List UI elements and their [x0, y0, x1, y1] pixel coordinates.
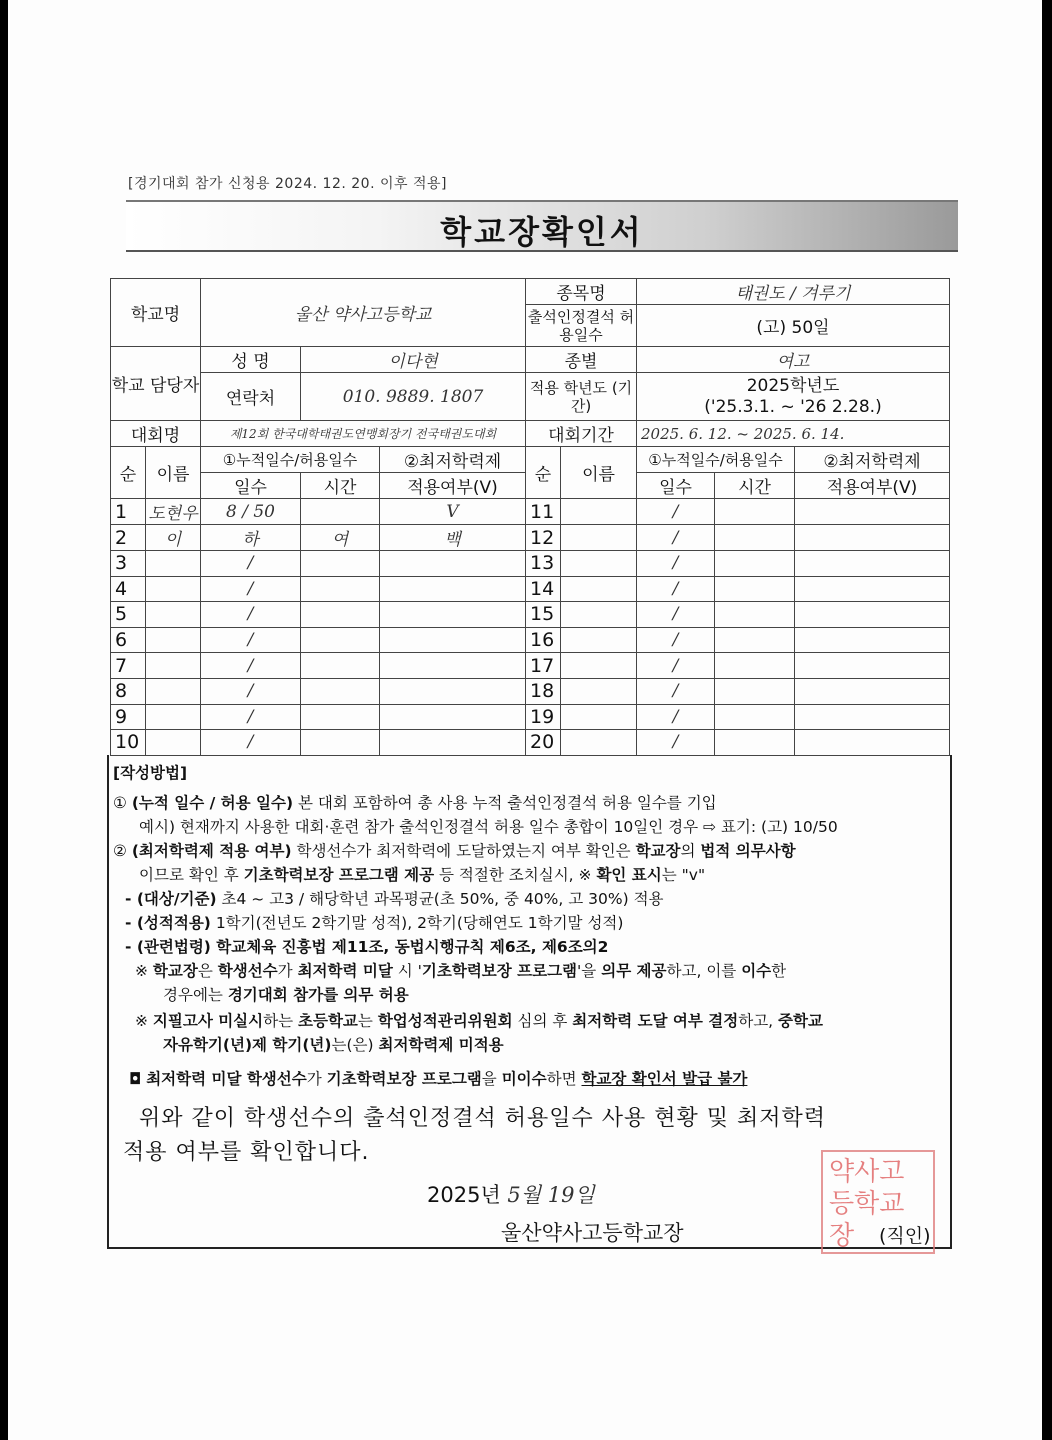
left-row-number: 8 [111, 678, 146, 704]
right-row-min-check [795, 627, 950, 653]
special-note-1-line2 [163, 983, 409, 1005]
right-row-name [561, 525, 637, 551]
right-row-days: / [637, 730, 715, 756]
usage-note: [경기대회 참가 신청용 2024. 12. 20. 이후 적용] [128, 176, 447, 192]
period-label: 대회기간 [526, 421, 637, 447]
right-row-name [561, 653, 637, 679]
document-title: 학교장확인서 [440, 213, 644, 251]
left-row-min-check [380, 730, 526, 756]
left-row-number: 4 [111, 576, 146, 602]
right-row-name [561, 678, 637, 704]
right-row-days: / [637, 499, 715, 525]
instruction-2-text: 학생선수가 최저학력에 도달하였는지 여부 확인은 [291, 842, 636, 860]
confirmation-form-table [110, 278, 950, 756]
athlete-rows [111, 499, 950, 756]
seal-text: 약사고등학교장 [829, 1157, 905, 1251]
left-row-number: 5 [111, 602, 146, 628]
left-row-name: 도현우 [146, 499, 201, 525]
warning-line [129, 1067, 747, 1089]
right-row-time [715, 499, 795, 525]
gender-value: 여고 [637, 347, 950, 373]
left-row-min-check: 백 [380, 525, 526, 551]
left-row-min-check [380, 551, 526, 577]
right-row-days: / [637, 602, 715, 628]
detail-target-text: 초4 ~ 고3 / 해당학년 과목평균(초 50%, 중 40%, 고 30%) 적용 [216, 890, 664, 908]
instructions-heading: [작성방법] [113, 764, 188, 782]
s1-f: 최저학력 미달 [297, 962, 393, 980]
period-value: 2025. 6. 12. ~ 2025. 6. 14. [637, 421, 950, 447]
left-row-time [301, 678, 380, 704]
manager-label: 학교 담당자 [111, 347, 201, 421]
col-time: 시간 [301, 473, 380, 499]
sport-value: 태권도 / 겨루기 [637, 279, 950, 305]
date-month: 5월 [507, 1183, 542, 1207]
s1-m: 한 [771, 962, 787, 980]
i2l2-e: 는 "v" [661, 866, 706, 884]
col-name: 이름 [146, 447, 201, 499]
athlete-row [111, 678, 950, 704]
gender-label: 종별 [526, 347, 637, 373]
s1-k: 하고, 이를 [666, 962, 742, 980]
right-row-name [561, 730, 637, 756]
s1-d: 학생선수 [217, 962, 278, 980]
instruction-2-bold-b: 법적 의무사항 [700, 842, 796, 860]
left-row-name [146, 704, 201, 730]
left-row-time [301, 602, 380, 628]
left-row-days: / [201, 678, 301, 704]
s1-h: 기초학력보장 프로그램 [421, 962, 578, 980]
right-row-number: 16 [526, 627, 561, 653]
s1-b: 학교장 [152, 962, 198, 980]
left-row-name [146, 576, 201, 602]
left-row-min-check [380, 602, 526, 628]
col-min-2: ②최저학력제 [795, 447, 950, 473]
right-row-number: 11 [526, 499, 561, 525]
right-row-days: / [637, 551, 715, 577]
s1l2-a: 경우에는 [163, 986, 228, 1004]
left-row-min-check [380, 653, 526, 679]
left-row-time: 여 [301, 525, 380, 551]
athlete-row [111, 576, 950, 602]
left-row-name [146, 602, 201, 628]
s1-g: 시 ' [392, 962, 422, 980]
right-row-min-check [795, 602, 950, 628]
allowed-days-label: 출석인정결석 허용일수 [526, 305, 637, 347]
s2-h: 최저학력 도달 여부 결정 [572, 1012, 739, 1030]
s1-l: 이수 [741, 962, 772, 980]
title-bar [126, 200, 958, 252]
right-row-min-check [795, 576, 950, 602]
left-row-number: 3 [111, 551, 146, 577]
detail-target [125, 887, 664, 909]
right-row-number: 19 [526, 704, 561, 730]
s2-e: 는 [357, 1012, 378, 1030]
left-row-min-check [380, 576, 526, 602]
left-row-number: 10 [111, 730, 146, 756]
right-row-time [715, 576, 795, 602]
right-row-days: / [637, 653, 715, 679]
right-row-min-check [795, 704, 950, 730]
confirmation-line-2: 적용 여부를 확인합니다. [123, 1140, 370, 1165]
left-row-days: / [201, 653, 301, 679]
right-row-number: 14 [526, 576, 561, 602]
left-row-time [301, 499, 380, 525]
right-row-name [561, 551, 637, 577]
right-row-days: / [637, 576, 715, 602]
s1-i: '을 [577, 962, 602, 980]
sport-label: 종목명 [526, 279, 637, 305]
right-row-number: 12 [526, 525, 561, 551]
left-row-days: / [201, 704, 301, 730]
left-row-name [146, 653, 201, 679]
left-row-time [301, 627, 380, 653]
i2l2-b: 기초학력보장 프로그램 제공 [243, 866, 435, 884]
detail-target-label: - (대상/기준) [125, 890, 217, 908]
seal-label: (직인) [879, 1225, 931, 1247]
right-row-days: / [637, 525, 715, 551]
s1-a: ※ [135, 962, 153, 980]
right-row-min-check [795, 525, 950, 551]
school-value: 울산 약사고등학교 [201, 279, 526, 347]
left-row-time [301, 730, 380, 756]
athlete-row [111, 551, 950, 577]
left-row-min-check: V [380, 499, 526, 525]
col-cumulative-2: ①누적일수/허용일수 [637, 447, 795, 473]
left-row-days: / [201, 602, 301, 628]
warn-a: 최저학력 미달 학생선수 [146, 1070, 307, 1088]
s2-d: 초등학교 [298, 1012, 358, 1030]
detail-law: - (관련법령) 학교체육 진흥법 제11조, 동법시행규칙 제6조, 제6조의2 [125, 938, 609, 956]
s2-g: 심의 후 [512, 1012, 573, 1030]
left-row-min-check [380, 627, 526, 653]
left-row-time [301, 704, 380, 730]
right-row-time [715, 730, 795, 756]
name-label: 성 명 [201, 347, 301, 373]
col-days-2: 일수 [637, 473, 715, 499]
s1l2-b: 경기대회 참가를 의무 허용 [227, 986, 409, 1004]
event-label: 대회명 [111, 421, 201, 447]
left-row-days: / [201, 730, 301, 756]
contact-label: 연락처 [201, 373, 301, 421]
left-row-time [301, 551, 380, 577]
right-row-number: 13 [526, 551, 561, 577]
s2l2-c: 최저학력제 미적용 [378, 1036, 504, 1054]
left-row-days: / [201, 551, 301, 577]
instruction-1-text: 본 대회 포함하여 총 사용 누적 출석인정결석 허용 일수를 기입 [293, 794, 717, 812]
instruction-1 [113, 791, 717, 813]
right-row-name [561, 704, 637, 730]
right-row-number: 18 [526, 678, 561, 704]
special-note-2-line2 [163, 1033, 504, 1055]
instruction-2-title: (최저학력제 적용 여부) [131, 842, 292, 860]
athlete-row [111, 525, 950, 551]
right-row-min-check [795, 653, 950, 679]
right-row-name [561, 499, 637, 525]
warn-e: 미이수 [501, 1070, 547, 1088]
athlete-row [111, 704, 950, 730]
detail-grades-text: 1학기(전년도 2학기말 성적), 2학기(당해연도 1학기말 성적) [210, 914, 624, 932]
right-row-time [715, 627, 795, 653]
s2-f: 학업성적관리위원회 [377, 1012, 513, 1030]
col-min-applied-2: 적용여부(V) [795, 473, 950, 499]
s2-b: 지필고사 미실시 [152, 1012, 264, 1030]
left-row-days: 하 [201, 525, 301, 551]
year-period: ('25.3.1. ~ '26 2.28.) [704, 396, 882, 417]
right-row-number: 15 [526, 602, 561, 628]
right-row-time [715, 653, 795, 679]
left-row-days: / [201, 576, 301, 602]
instruction-1-number: ① [113, 794, 127, 812]
warn-b: 가 [306, 1070, 327, 1088]
warn-d: 을 [481, 1070, 502, 1088]
left-row-number: 2 [111, 525, 146, 551]
event-value: 제12회 한국대학태권도연맹회장기 전국태권도대회 [201, 421, 526, 447]
left-row-number: 7 [111, 653, 146, 679]
i2l2-d: 확인 표시 [596, 866, 662, 884]
i2l2-c: 등 적절한 조치실시, ※ [434, 866, 597, 884]
left-row-name: 이 [146, 525, 201, 551]
athlete-row [111, 653, 950, 679]
s2-i: 하고, [738, 1012, 779, 1030]
col-time-2: 시간 [715, 473, 795, 499]
confirmation-line-1: 위와 같이 학생선수의 출석인정결석 허용일수 사용 현황 및 최저학력 [139, 1106, 827, 1131]
instruction-1-title: (누적 일수 / 허용 일수) [131, 794, 294, 812]
left-row-name [146, 730, 201, 756]
s2-c: 하는 [263, 1012, 299, 1030]
instruction-2-text-b: 의 [680, 842, 701, 860]
s2l2-b: 는(은) [331, 1036, 379, 1054]
warn-g: 학교장 확인서 발급 불가 [581, 1070, 748, 1088]
right-row-name [561, 602, 637, 628]
special-note-2 [135, 1009, 823, 1031]
right-row-days: / [637, 627, 715, 653]
signatory: 울산약사고등학교장 [501, 1221, 684, 1245]
detail-grades [125, 911, 623, 933]
left-row-name [146, 678, 201, 704]
right-row-min-check [795, 499, 950, 525]
date-day: 19일 [547, 1183, 595, 1207]
col-no-2: 순 [526, 447, 561, 499]
instructions-section [107, 755, 952, 1249]
athlete-row [111, 627, 950, 653]
instruction-2 [113, 839, 796, 861]
date-year: 2025년 [427, 1183, 501, 1207]
left-row-number: 6 [111, 627, 146, 653]
left-row-min-check [380, 678, 526, 704]
right-row-time [715, 525, 795, 551]
s2-j: 중학교 [778, 1012, 823, 1030]
warn-c: 기초학력보장 프로그램 [326, 1070, 482, 1088]
right-row-time [715, 704, 795, 730]
right-row-days: / [637, 704, 715, 730]
contact-value: 010. 9889. 1807 [301, 373, 526, 421]
s1-j: 의무 제공 [601, 962, 667, 980]
instruction-1-example: 예시) 현재까지 사용한 대회·훈련 참가 출석인정결석 허용 일수 총합이 10일인 경우 ⇨ 표기: (고) 10/50 [139, 818, 838, 836]
s1-c: 은 [197, 962, 218, 980]
special-note-1 [135, 959, 786, 981]
school-label: 학교명 [111, 279, 201, 347]
left-row-number: 1 [111, 499, 146, 525]
right-row-number: 17 [526, 653, 561, 679]
col-min-applied: 적용여부(V) [380, 473, 526, 499]
left-row-number: 9 [111, 704, 146, 730]
right-row-time [715, 602, 795, 628]
left-row-days: / [201, 627, 301, 653]
col-min: ②최저학력제 [380, 447, 526, 473]
left-row-name [146, 627, 201, 653]
right-row-time [715, 551, 795, 577]
right-row-name [561, 627, 637, 653]
warning-icon: ◘ [129, 1070, 142, 1088]
left-row-days: 8 / 50 [201, 499, 301, 525]
year-value: 2025학년도 [746, 375, 840, 396]
right-row-days: / [637, 678, 715, 704]
col-no: 순 [111, 447, 146, 499]
i2l2-a: 이므로 확인 후 [139, 866, 244, 884]
right-row-name [561, 576, 637, 602]
col-cumulative: ①누적일수/허용일수 [201, 447, 380, 473]
left-row-name [146, 551, 201, 577]
name-value: 이다현 [301, 347, 526, 373]
instruction-2-bold-a: 학교장 [635, 842, 681, 860]
right-row-min-check [795, 678, 950, 704]
left-row-time [301, 653, 380, 679]
s2-a: ※ [135, 1012, 153, 1030]
athlete-row [111, 730, 950, 756]
left-row-min-check [380, 704, 526, 730]
athlete-row [111, 602, 950, 628]
s1-e: 가 [277, 962, 298, 980]
athlete-row [111, 499, 950, 525]
right-row-time [715, 678, 795, 704]
issue-date [427, 1179, 595, 1209]
col-name-2: 이름 [561, 447, 637, 499]
warn-f: 하면 [546, 1070, 582, 1088]
left-row-time [301, 576, 380, 602]
col-days: 일수 [201, 473, 301, 499]
detail-grades-label: - (성적적용) [125, 914, 211, 932]
right-row-min-check [795, 730, 950, 756]
instruction-2-line2 [139, 863, 705, 885]
allowed-days-value: (고) 50일 [637, 305, 950, 347]
year-label: 적용 학년도 (기간) [526, 373, 637, 421]
right-row-number: 20 [526, 730, 561, 756]
s2l2-a: 자유학기(년)제 학기(년) [163, 1036, 332, 1054]
right-row-min-check [795, 551, 950, 577]
instruction-2-number: ② [113, 842, 127, 860]
